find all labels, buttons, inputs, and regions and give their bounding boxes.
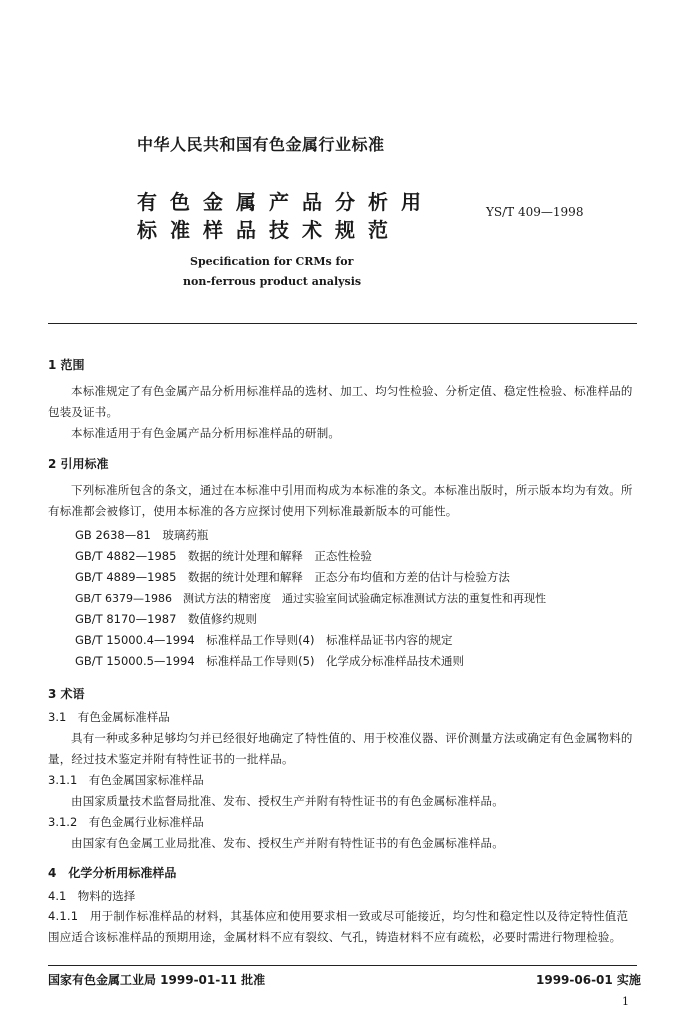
issuer-header: 中华人民共和国有色金属行业标准 [137,135,385,154]
section-3-1-heading: 3.1 有色金属标准样品 [48,710,170,724]
reference-item: GB/T 8170—1987 数值修约规则 [75,612,257,626]
bottom-divider [48,965,637,966]
english-title-line-1: Specification for CRMs for [190,255,354,268]
section-2-paragraph: 下列标准所包含的条文，通过在本标准中引用而构成为本标准的条文。本标准出版时，所示版本均为有效。所有标准都会被修订，使用本标准的各方应探讨使用下列标准最新版本的可能性。 [48,483,633,518]
effective-date: 1999-06-01 实施 [536,973,641,987]
reference-item: GB 2638—81 玻璃药瓶 [75,528,209,542]
section-3-1-2-heading: 3.1.2 有色金属行业标准样品 [48,815,204,829]
section-2-heading: 2 引用标准 [48,457,109,471]
page-number: 1 [622,995,629,1008]
section-1-paragraph-1: 本标准规定了有色金属产品分析用标准样品的选材、加工、均匀性检验、分析定值、稳定性检验、标准样品的包装及证书。 [48,384,633,419]
section-1-paragraph-2: 本标准适用于有色金属产品分析用标准样品的研制。 [71,426,341,440]
reference-item: GB/T 15000.4—1994 标准样品工作导则(4) 标准样品证书内容的规定 [75,633,453,647]
section-4-heading: 4 化学分析用标准样品 [48,866,177,880]
reference-item: GB/T 4882—1985 数据的统计处理和解释 正态性检验 [75,549,372,563]
approval-date: 国家有色金属工业局 1999-01-11 批准 [48,973,266,987]
title-line-2: 标准样品技术规范 [137,218,401,242]
reference-item: GB/T 6379—1986 测试方法的精密度 通过实验室间试验确定标准测试方法的重复性和再现性 [75,592,546,605]
reference-item: GB/T 15000.5—1994 标准样品工作导则(5) 化学成分标准样品技术通则 [75,654,464,668]
standard-number: YS/T 409—1998 [486,205,584,219]
section-3-1-1-paragraph: 由国家质量技术监督局批准、发布、授权生产并附有特性证书的有色金属标准样品。 [71,794,504,808]
section-4-1-1-paragraph: 4.1.1 用于制作标准样品的材料，其基体应和使用要求相一致或尽可能接近，均匀性和稳定性以及待定特性值范围应适合该标准样品的预期用途，金属材料不应有裂纹、气孔，铸造材料不应有疏松，必要时需进行物理检验。 [48,909,629,944]
section-3-1-2-paragraph: 由国家有色金属工业局批准、发布、授权生产并附有特性证书的有色金属标准样品。 [71,836,504,850]
top-divider [48,323,637,324]
section-4-1-heading: 4.1 物料的选择 [48,889,136,903]
section-3-heading: 3 术语 [48,687,85,701]
section-1-heading: 1 范围 [48,358,85,372]
english-title-line-2: non-ferrous product analysis [183,275,362,288]
section-3-1-paragraph: 具有一种或多种足够均匀并已经很好地确定了特性值的、用于校准仪器、评价测量方法或确定有色金属物料的量，经过技术鉴定并附有特性证书的一批样品。 [48,731,633,766]
reference-item: GB/T 4889—1985 数据的统计处理和解释 正态分布均值和方差的估计与检验方法 [75,570,510,584]
title-line-1: 有色金属产品分析用 [137,190,434,214]
section-3-1-1-heading: 3.1.1 有色金属国家标准样品 [48,773,204,787]
